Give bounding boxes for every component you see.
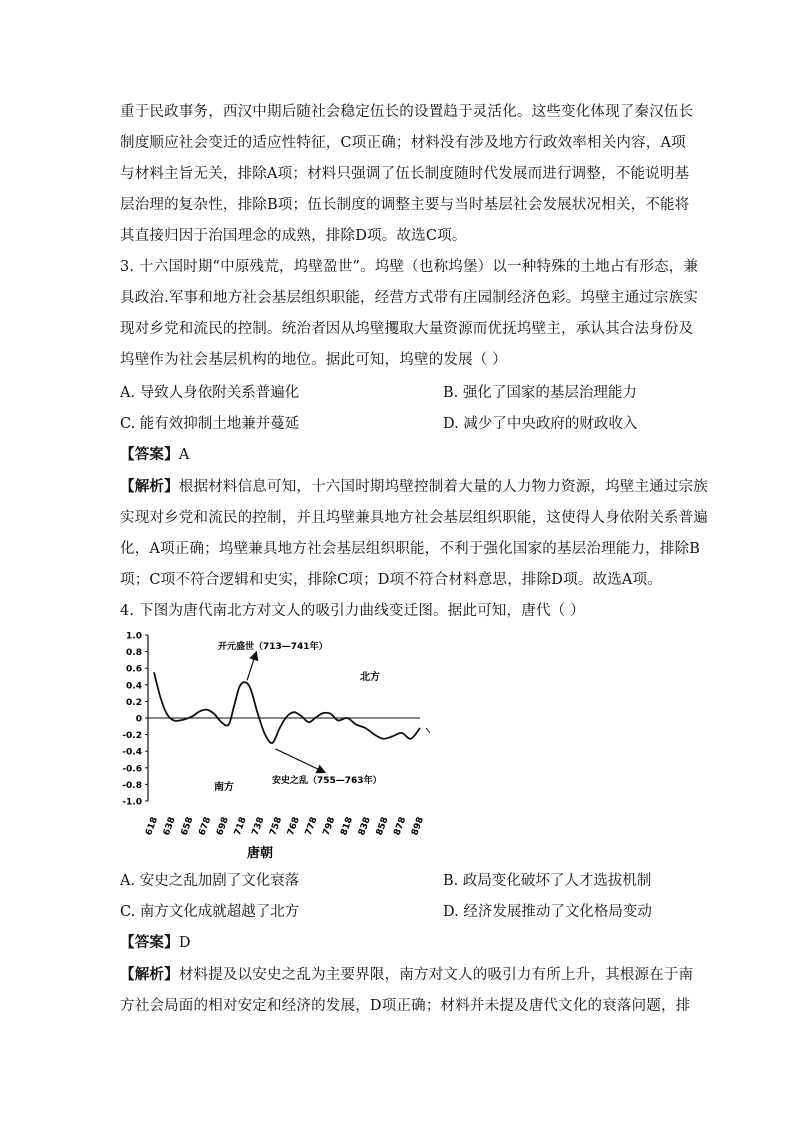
q3-option-b: B. 强化了国家的基层治理能力 bbox=[443, 385, 637, 401]
y-tick-label: 0 bbox=[135, 714, 142, 725]
q4-answer bbox=[120, 933, 675, 953]
x-axis-label: 唐朝 bbox=[246, 846, 274, 861]
line-chart bbox=[110, 625, 440, 865]
q3-analysis-line bbox=[120, 477, 709, 497]
x-tick-label: 768 bbox=[286, 815, 302, 837]
x-tick-label: 658 bbox=[179, 815, 196, 837]
analysis-text: 材料提及以安史之乱为主要界限，南方对文人的吸引力有所上升，其根源在于南 bbox=[178, 967, 694, 983]
answer-value: A bbox=[178, 447, 190, 463]
y-tick-label: -0.2 bbox=[122, 731, 142, 742]
q4-stem: 4. 下图为唐代南北方对文人的吸引力曲线变迁图。据此可知，唐代（ ） bbox=[120, 603, 585, 619]
kaiyuan-annotation: 开元盛世（713—741年） bbox=[218, 642, 328, 652]
x-tick-label: 818 bbox=[339, 815, 356, 837]
y-tick-label: 0.4 bbox=[126, 681, 142, 692]
q3-option-c: C. 能有效抑制土地兼并蔓延 bbox=[120, 416, 300, 432]
paragraph-line: 其直接归因于治国理念的成熟，排除D项。故选C项。 bbox=[120, 228, 467, 244]
x-tick-label: 778 bbox=[303, 815, 320, 837]
analysis-label: 【解析】 bbox=[120, 478, 179, 495]
paragraph-line: 重于民政事务，西汉中期后随社会稳定伍长的设置趋于灵活化。这些变化体现了秦汉伍长 bbox=[120, 104, 694, 120]
x-tick-label: 698 bbox=[215, 815, 231, 837]
q4-analysis-line bbox=[120, 965, 694, 985]
q4-option-b: B. 政局变化破坏了人才选拔机制 bbox=[443, 873, 652, 889]
y-tick-label: -1.0 bbox=[122, 797, 142, 808]
q3-option-d: D. 减少了中央政府的财政收入 bbox=[443, 416, 638, 432]
x-tick-label: 718 bbox=[232, 815, 249, 837]
q4-option-a: A. 安史之乱加剧了文化衰落 bbox=[120, 873, 300, 889]
q3-stem-line: 具政治.军事和地方社会基层组织职能，经营方式带有庄园制经济色彩。坞壁主通过宗族实 bbox=[120, 290, 699, 306]
y-tick-label: 1.0 bbox=[126, 631, 142, 642]
y-tick-label: 0.8 bbox=[126, 648, 142, 659]
x-tick-label: 618 bbox=[144, 815, 161, 837]
x-tick-label: 878 bbox=[392, 815, 409, 837]
q3-stem-line: 3. 十六国时期“中原残荒，坞壁盈世”。坞壁（也称坞堡）以一种特殊的土地占有形态，兼 bbox=[120, 259, 699, 275]
y-tick-label: -0.4 bbox=[122, 747, 142, 758]
north-label: 北方 bbox=[360, 672, 380, 683]
answer-label: 【答案】 bbox=[120, 934, 179, 951]
south-label: 南方 bbox=[214, 782, 234, 793]
chart-svg bbox=[110, 625, 440, 865]
x-tick-label: 798 bbox=[321, 815, 338, 837]
q3-analysis-line: 化，A项正确；坞壁兼具地方社会基层组织职能，不利于强化国家的基层治理能力，排除B bbox=[120, 541, 701, 557]
paragraph-line: 与材料主旨无关，排除A项；材料只强调了伍长制度随时代发展而进行调整，不能说明基 bbox=[120, 166, 690, 182]
series-line bbox=[154, 672, 420, 743]
paragraph-line: 制度顺应社会变迁的适应性特征，C项正确；材料没有涉及地方行政效率相关内容，A项 bbox=[120, 135, 686, 151]
q3-stem-line: 坞壁作为社会基层机构的地位。据此可知，坞壁的发展（ ） bbox=[120, 352, 508, 368]
q4-option-d: D. 经济发展推动了文化格局变动 bbox=[443, 904, 652, 920]
y-tick-label: -0.6 bbox=[122, 764, 142, 775]
q3-option-a: A. 导致人身依附关系普遍化 bbox=[120, 385, 300, 401]
kaiyuan-arrow bbox=[247, 653, 256, 680]
x-tick-label: 898 bbox=[410, 815, 427, 837]
anshi-arrow bbox=[275, 749, 324, 772]
x-tick-label: 738 bbox=[250, 815, 267, 837]
q3-answer bbox=[120, 445, 675, 465]
x-tick-label: 678 bbox=[197, 815, 214, 837]
x-tick-label: 638 bbox=[161, 815, 178, 837]
q3-stem-line: 现对乡党和流民的控制。统治者因从坞壁攫取大量资源而优抚坞壁主，承认其合法身份及 bbox=[120, 321, 694, 337]
answer-label: 【答案】 bbox=[120, 446, 179, 463]
analysis-label: 【解析】 bbox=[120, 966, 179, 983]
q3-analysis-line: 实现对乡党和流民的控制，并且坞壁兼具地方社会基层组织职能，这使得人身依附关系普遍 bbox=[120, 510, 708, 526]
paragraph-line: 层治理的复杂性，排除B项；伍长制度的调整主要与当时基层社会发展状况相关，不能将 bbox=[120, 197, 690, 213]
q3-analysis-line: 项；C项不符合逻辑和史实，排除C项；D项不符合材料意思，排除D项。故选A项。 bbox=[120, 572, 663, 588]
q4-analysis-line: 方社会局面的相对安定和经济的发展，D项正确；材料并未提及唐代文化的衰落问题，排 bbox=[120, 998, 691, 1014]
anshi-annotation: 安史之乱（755—763年） bbox=[272, 776, 382, 786]
answer-value: D bbox=[178, 935, 191, 951]
y-tick-label: 0.2 bbox=[126, 697, 142, 708]
end-mark bbox=[426, 728, 430, 733]
x-tick-label: 838 bbox=[357, 815, 373, 837]
x-tick-label: 858 bbox=[374, 815, 391, 837]
y-tick-label: -0.8 bbox=[122, 780, 142, 791]
y-tick-label: 0.6 bbox=[126, 664, 142, 675]
x-tick-label: 758 bbox=[268, 815, 285, 837]
q4-option-c: C. 南方文化成就超越了北方 bbox=[120, 904, 300, 920]
analysis-text: 根据材料信息可知，十六国时期坞壁控制着大量的人力物力资源，坞壁主通过宗族 bbox=[178, 479, 709, 495]
